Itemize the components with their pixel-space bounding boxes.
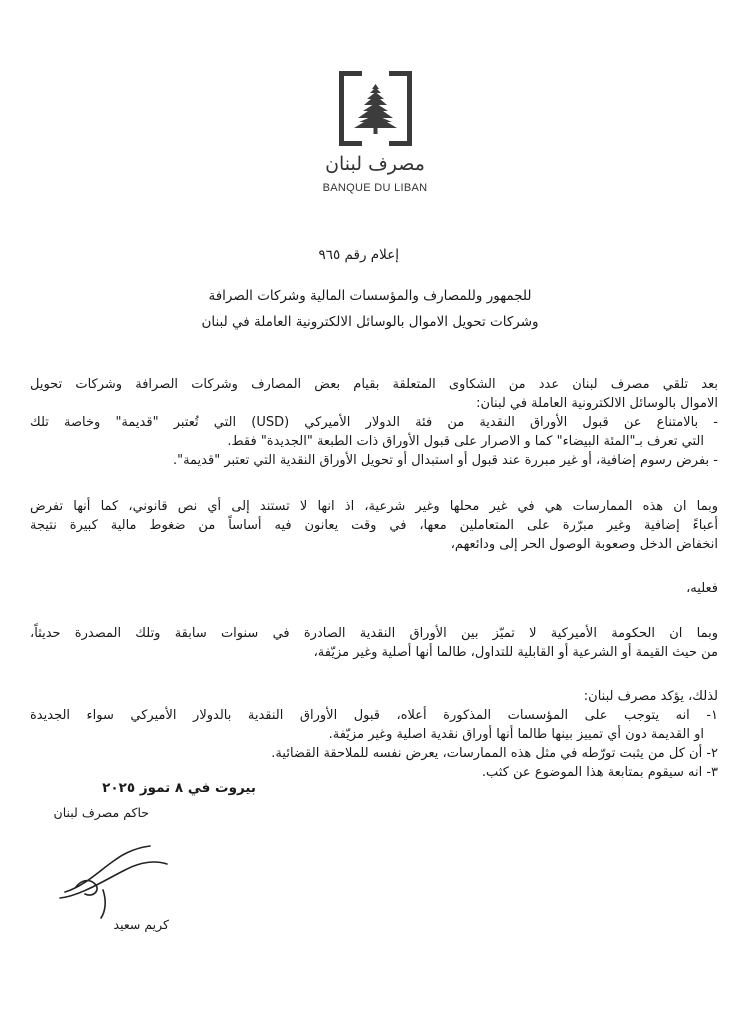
bank-latin-name: BANQUE DU LIBAN bbox=[322, 182, 428, 194]
body-line: بعد تلقي مصرف لبنان عدد من الشكاوى المتعلقة بقيام بعض المصارف وشركات الصرافة وشركات تحويل bbox=[30, 377, 718, 392]
body-line: - بالامتناع عن قبول الأوراق النقدية من فئة الدولار الأميركي (USD) التي تُعتبر "قديمة" وخاصة تلك bbox=[30, 415, 719, 430]
body-line: او القديمة دون أي تمييز بينها طالما أنها أوراق نقدية اصلية وغير مزيّفة. bbox=[328, 727, 704, 742]
body-line: الاموال بالوسائل الالكترونية العاملة في لبنان: bbox=[476, 396, 718, 411]
place-and-date: بيروت في ٨ تموز ٢٠٢٥ bbox=[102, 780, 256, 796]
body-line: انخفاض الدخل وصعوبة الوصول الحر إلى ودائعهم، bbox=[450, 537, 718, 552]
signatory-title: حاكم مصرف لبنان bbox=[53, 805, 149, 820]
cedar-tree-icon bbox=[352, 82, 399, 135]
body-line: أعباءً إضافية وغير مبرّرة على المتعاملين معها، في وقت يعانون فيه أساساً من ضغوط مالية كبيرة نتيجة bbox=[30, 518, 718, 533]
body-line: ٣- انه سيقوم بمتابعة هذا الموضوع عن كثب. bbox=[481, 765, 718, 780]
body-line: وبما ان الحكومة الأميركية لا تميّز بين الأوراق النقدية الصادرة في سنوات سابقة وتلك المصدرة حديثاً، bbox=[30, 626, 718, 641]
body-line: من حيث القيمة أو الشرعية أو القابلية للتداول، طالما أنها أصلية وغير مزيّفة، bbox=[313, 645, 718, 660]
addressee-line-2: وشركات تحويل الاموال بالوسائل الالكترونية العاملة في لبنان bbox=[201, 314, 539, 330]
body-line: لذلك، يؤكد مصرف لبنان: bbox=[583, 689, 718, 704]
cedar-logo bbox=[339, 71, 412, 146]
signatory-name: كريم سعيد bbox=[113, 917, 169, 932]
body-line: ١- انه يتوجب على المؤسسات المذكورة أعلاه، قبول الأوراق النقدية بالدولار الأميركي سواء الجديدة bbox=[30, 708, 718, 723]
addressee-line-1: للجمهور وللمصارف والمؤسسات المالية وشركات الصرافة bbox=[208, 288, 532, 304]
body-line: - بفرض رسوم إضافية، أو غير مبررة عند قبول أو استبدال أو تحويل الأوراق النقدية التي تعتبر "قديمة". bbox=[172, 453, 718, 468]
notice-number: إعلام رقم ٩٦٥ bbox=[318, 247, 399, 263]
body-line: وبما ان هذه الممارسات هي في غير محلها وغير شرعية، اذ انها لا تستند إلى أي نص قانوني، كما أنها تفرض bbox=[30, 499, 718, 514]
body-line: ٢- أن كل من يثبت تورّطه في مثل هذه الممارسات، يعرض نفسه للملاحقة القضائية. bbox=[271, 746, 718, 761]
body-line: التي تعرف بـ"المئة البيضاء" كما و الاصرار على قبول الأوراق ذات الطبعة "الجديدة" فقط. bbox=[227, 434, 704, 449]
bank-arabic-name: مصرف لبنان bbox=[325, 153, 425, 175]
handwritten-signature bbox=[55, 840, 175, 920]
body-line: فعليه، bbox=[686, 581, 718, 596]
